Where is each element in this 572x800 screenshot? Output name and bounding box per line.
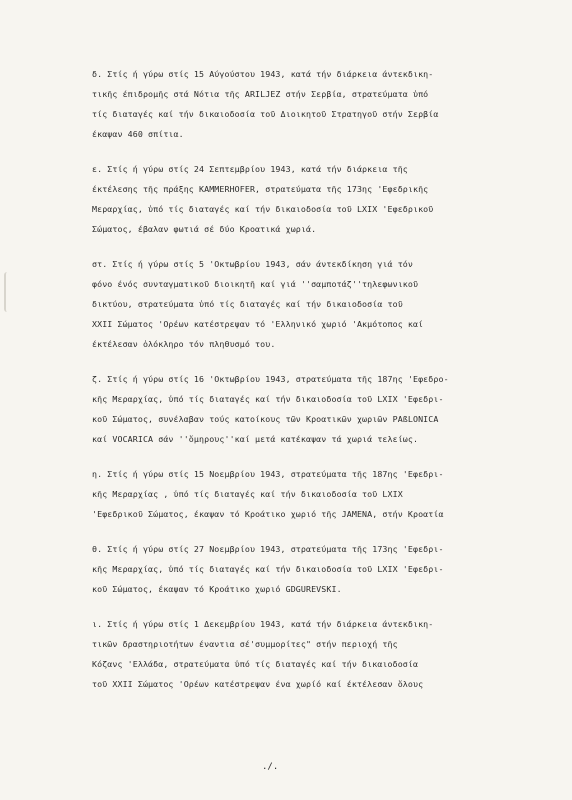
- text-line: φόνο ένός συνταγματικοῦ διοικητῆ καί γιά ''σαμποτάζ''τηλεφωνικοῦ: [92, 279, 419, 289]
- text-line: έκτέλεσαν ὁλόκληρο τόν πληθυσμό του.: [92, 339, 276, 349]
- text-line: ε. Στίς ή γύρω στίς 24 Σεπτεμβρίου 1943, κατά τήν διάρκεια τῆς: [92, 164, 408, 174]
- text-line: τικῆς έπιδρομῆς στά Νότια τῆς ARILJEZ στήν Σερβία, στρατεύματα ὑπό: [92, 89, 429, 99]
- text-line: έκαψαν 460 σπίτια.: [92, 129, 184, 139]
- document-body: [92, 64, 532, 709]
- text-line: XXII Σώματος 'Ορέων κατέστρεψαν τό 'Ελληνικό χωριό 'Ακμότοπος καί: [92, 319, 424, 329]
- text-line: θ. Στίς ή γύρω στίς 27 Νοεμβρίου 1943, στρατεύματα τῆς 173ης 'Εφεδρι-: [92, 544, 444, 554]
- paragraph: [92, 369, 532, 449]
- page-number: ./.: [262, 762, 279, 772]
- text-line: ζ. Στίς ή γύρω στίς 16 'Οκτωβρίου 1943, στρατεύματα τῆς 187ης 'Εφεδρο-: [92, 374, 449, 384]
- paragraph: [92, 464, 532, 524]
- text-line: τοῦ XXII Σώματος 'Ορέων κατέστρεψαν ένα χωρίό καί έκτέλεσαν ὅλους: [92, 679, 424, 689]
- text-line: καί VOCARICA σάν ''ὅμηρους''καί μετά κατέκαψαν τά χωριά τελείως.: [92, 434, 419, 444]
- paragraph: [92, 539, 532, 599]
- paragraph: [92, 159, 532, 239]
- paragraph: [92, 64, 532, 144]
- text-line: κοῦ Σώματος, συνέλαβαν τούς κατοίκους τῶν Κροατικῶν χωριῶν PAßLONICA: [92, 414, 439, 424]
- text-line: κῆς Μεραρχίας, ὑπό τίς διαταγές καί τήν δικαιοδοσία τοῦ LXIX 'Εφεδρι-: [92, 564, 444, 574]
- text-line: Μεραρχίας, ὑπό τίς διαταγές καί τήν δικαιοδοσία τοῦ LXIX 'Εφεδρικοῦ: [92, 204, 434, 214]
- text-line: Σώματος, έβαλαν φωτιά σέ δύο Κροατικά χωριά.: [92, 224, 317, 234]
- text-line: Κόζανς 'Ελλάδα, στρατεύματα ὑπό τίς διαταγές καί τήν δικαιοδοσία: [92, 659, 419, 669]
- text-line: έκτέλεσης τῆς πράξης KAMMERHOFER, στρατεύματα τῆς 173ης 'Εφεδρικῆς: [92, 184, 429, 194]
- text-line: τίς διαταγές καί τήν δικαιοδοσία τοῦ Διοικητοῦ Στρατηγοῦ στήν Σερβία: [92, 109, 439, 119]
- text-line: τικῶν δραστηριοτήτων έναντια σέ'συμμορίτες" στήν περιοχή τῆς: [92, 639, 398, 649]
- text-line: η. Στίς ή γύρω στίς 15 Νοεμβρίου 1943, στρατεύματα τῆς 187ης 'Εφεδρι-: [92, 469, 444, 479]
- text-line: στ. Στίς ή γύρω στίς 5 'Οκτωβρίου 1943, σάν άντεκδίκηση γιά τόν: [92, 259, 413, 269]
- text-line: 'Εφεδρικοῦ Σώματος, έκαψαν τό Κροάτικο χωριό τῆς JAMENA, στήν Κροατία: [92, 509, 444, 519]
- text-line: δικτύου, στρατεύματα ὑπό τίς διαταγές καί τήν δικαιοδοσία τοῦ: [92, 299, 403, 309]
- paragraph: [92, 254, 532, 354]
- text-line: κοῦ Σώματος, έκαψαν τό Κροάτικο χωριό GDGUREVSKI.: [92, 584, 342, 594]
- paragraph: [92, 614, 532, 694]
- text-line: ι. Στίς ή γύρω στίς 1 Δεκεμβρίου 1943, κατά τήν διάρκεια άντεκδικη-: [92, 619, 434, 629]
- text-line: κῆς Μεραρχίας, ὑπό τίς διαταγές καί τήν δικαιοδοσία τοῦ LXIX 'Εφεδρι-: [92, 394, 444, 404]
- text-line: κῆς Μεραρχίας , ὑπό τίς διαταγές καί τήν δικαιοδοσία τοῦ LXIX: [92, 489, 403, 499]
- paper-edge-mark: [4, 272, 16, 312]
- text-line: δ. Στίς ή γύρω στίς 15 Αύγούστου 1943, κατά τήν διάρκεια άντεκδικη-: [92, 69, 434, 79]
